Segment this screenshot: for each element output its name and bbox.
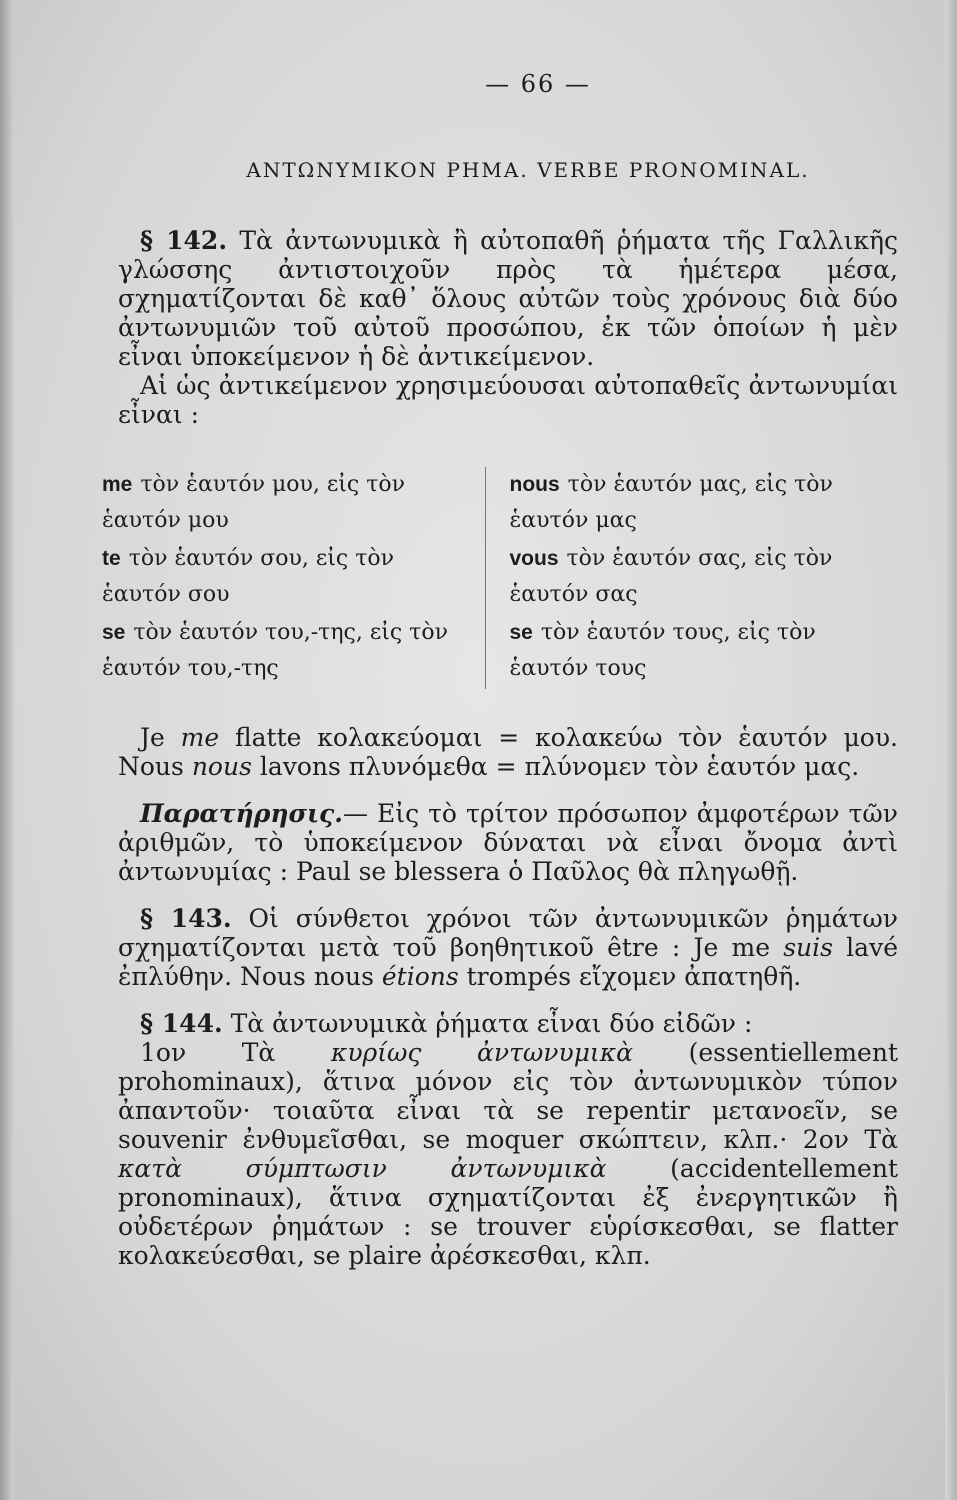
remark-text: — Εἰς τὸ τρίτον πρόσωπον ἀμφοτέρων τῶν ἀριθμῶν, τὸ ὑποκείμενον δύναται νὰ εἶναι ὄνομα ἀντὶ ἀντωνυμίας : Paul se blessera ὁ Παῦλος θὰ πληγωθῇ. — [118, 799, 898, 886]
section-142 — [118, 226, 898, 371]
remark-label: Παρατήρησις. — [140, 799, 343, 828]
pronoun-entry — [102, 615, 475, 687]
pronoun-translation: τὸν ἑαυτόν σου, εἰς τὸν ἑαυτόν σου — [102, 546, 395, 607]
section-number: § 143. — [140, 904, 232, 933]
remark-paragraph — [118, 799, 898, 886]
section-143 — [118, 904, 898, 991]
pronoun: nous — [509, 473, 560, 496]
pronoun: se — [509, 621, 533, 644]
page-edge-right — [945, 0, 957, 1500]
body-text: (essentiellement prohominaux), ἅτινα μόνον εἰς τὸν ἀντωνυμικὸν τύπον ἀπαντοῦν· τοιαῦτα εἶναι τὰ se repentir μετανοεῖν, se souvenir ἐνθυμεῖσθαι, se moquer σκώπτειν, κλπ.· 2ον Τὰ — [118, 1038, 898, 1154]
section-text: Τὰ ἀντωνυμικὰ ῥήματα εἶναι δύο εἰδῶν : — [230, 1009, 753, 1038]
pronoun-translation: τὸν ἑαυτόν μου, εἰς τὸν ἑαυτόν μου — [102, 472, 405, 533]
section-144 — [118, 1009, 898, 1038]
section-142-continued: Αἱ ὡς ἀντικείμενον χρησιμεύουσαι αὐτοπαθεῖς ἀντωνυμίαι εἶναι : — [118, 371, 898, 429]
running-head: ΑΝΤΩΝΥΜΙΚΟΝ ΡΗΜΑ. VERBE PRONOMINAL. — [246, 158, 810, 182]
pronoun: vous — [509, 547, 559, 570]
pronoun-translation: τὸν ἑαυτόν σας, εἰς τὸν ἑαυτόν σας — [509, 546, 833, 607]
page-edge-left — [0, 0, 14, 1500]
page-number: — 66 — — [485, 70, 591, 98]
italic-term: κυρίως ἀντωνυμικὰ — [330, 1038, 634, 1067]
example-italic: me — [180, 723, 220, 752]
pronoun-entry — [510, 541, 883, 613]
page-content — [102, 70, 899, 1270]
pronoun: se — [102, 621, 126, 644]
section-text: Οἱ σύνθετοι χρόνοι τῶν ἀντωνυμικῶν ῥημάτων σχηματίζονται μετὰ τοῦ βοηθητικοῦ être : Je me — [118, 904, 898, 962]
section-text: trompés εἴχομεν ἀπατηθῆ. — [466, 962, 802, 991]
italic-word: étions — [381, 962, 459, 991]
italic-term: κατὰ σύμπτωσιν ἀντωνυμικὰ — [118, 1154, 607, 1183]
pronoun-entry — [102, 467, 475, 539]
body-text: 1ον Τὰ — [140, 1038, 276, 1067]
section-number: § 142. — [140, 226, 228, 255]
section-144-body — [118, 1038, 898, 1270]
pronoun-table — [102, 467, 892, 689]
section-text: Τὰ ἀντωνυμικὰ ἢ αὐτοπαθῆ ῥήματα τῆς Γαλλικῆς γλώσσης ἀντιστοιχοῦν πρὸς τὰ ἡμέτερα μέσα, σχηματίζονται δὲ καθ᾽ ὅλους αὐτῶν τοὺς χρόνους διὰ δύο ἀντωνυμιῶν τοῦ αὐτοῦ προσώπου, ἐκ τῶν ὁποίων ἡ μὲν εἶναι ὑποκείμενον ἡ δὲ ἀντικείμενον. — [118, 226, 899, 371]
pronoun-translation: τὸν ἑαυτόν του,-της, εἰς τὸν ἑαυτόν του,-της — [102, 620, 448, 681]
pronoun-translation: τὸν ἑαυτόν μας, εἰς τὸν ἑαυτόν μας — [509, 472, 833, 533]
example-italic: nous — [191, 752, 252, 781]
section-number: § 144. — [140, 1009, 223, 1038]
example-paragraph — [118, 723, 898, 781]
pronoun-entry — [510, 467, 883, 539]
section-text: lavé ἐπλύθην. Nous nous — [118, 933, 898, 991]
example-text: lavons πλυνόμεθα = πλύνομεν τὸν ἑαυτόν μας. — [259, 752, 860, 781]
body-text: (accidentellement pronominaux), ἅτινα σχηματίζονται ἐξ ἐνεργητικῶν ἢ οὐδετέρων ῥημάτων : se trouver εὑρίσκεσθαι, se flatter κολακεύεσθαι, se plaire ἀρέσκεσθαι, κλπ. — [118, 1154, 898, 1270]
example-word: Je — [140, 723, 165, 752]
pronoun-entry — [510, 615, 883, 687]
pronoun: me — [102, 473, 133, 496]
example-text: flatte κολακεύομαι = κολακεύω τὸν ἑαυτόν μου. Nous — [118, 723, 899, 781]
plural-column — [485, 467, 893, 689]
pronoun: te — [102, 547, 121, 570]
pronoun-translation: τὸν ἑαυτόν τους, εἰς τὸν ἑαυτόν τους — [509, 620, 816, 681]
pronoun-entry — [102, 541, 475, 613]
singular-column — [102, 467, 485, 689]
italic-word: suis — [783, 933, 833, 962]
